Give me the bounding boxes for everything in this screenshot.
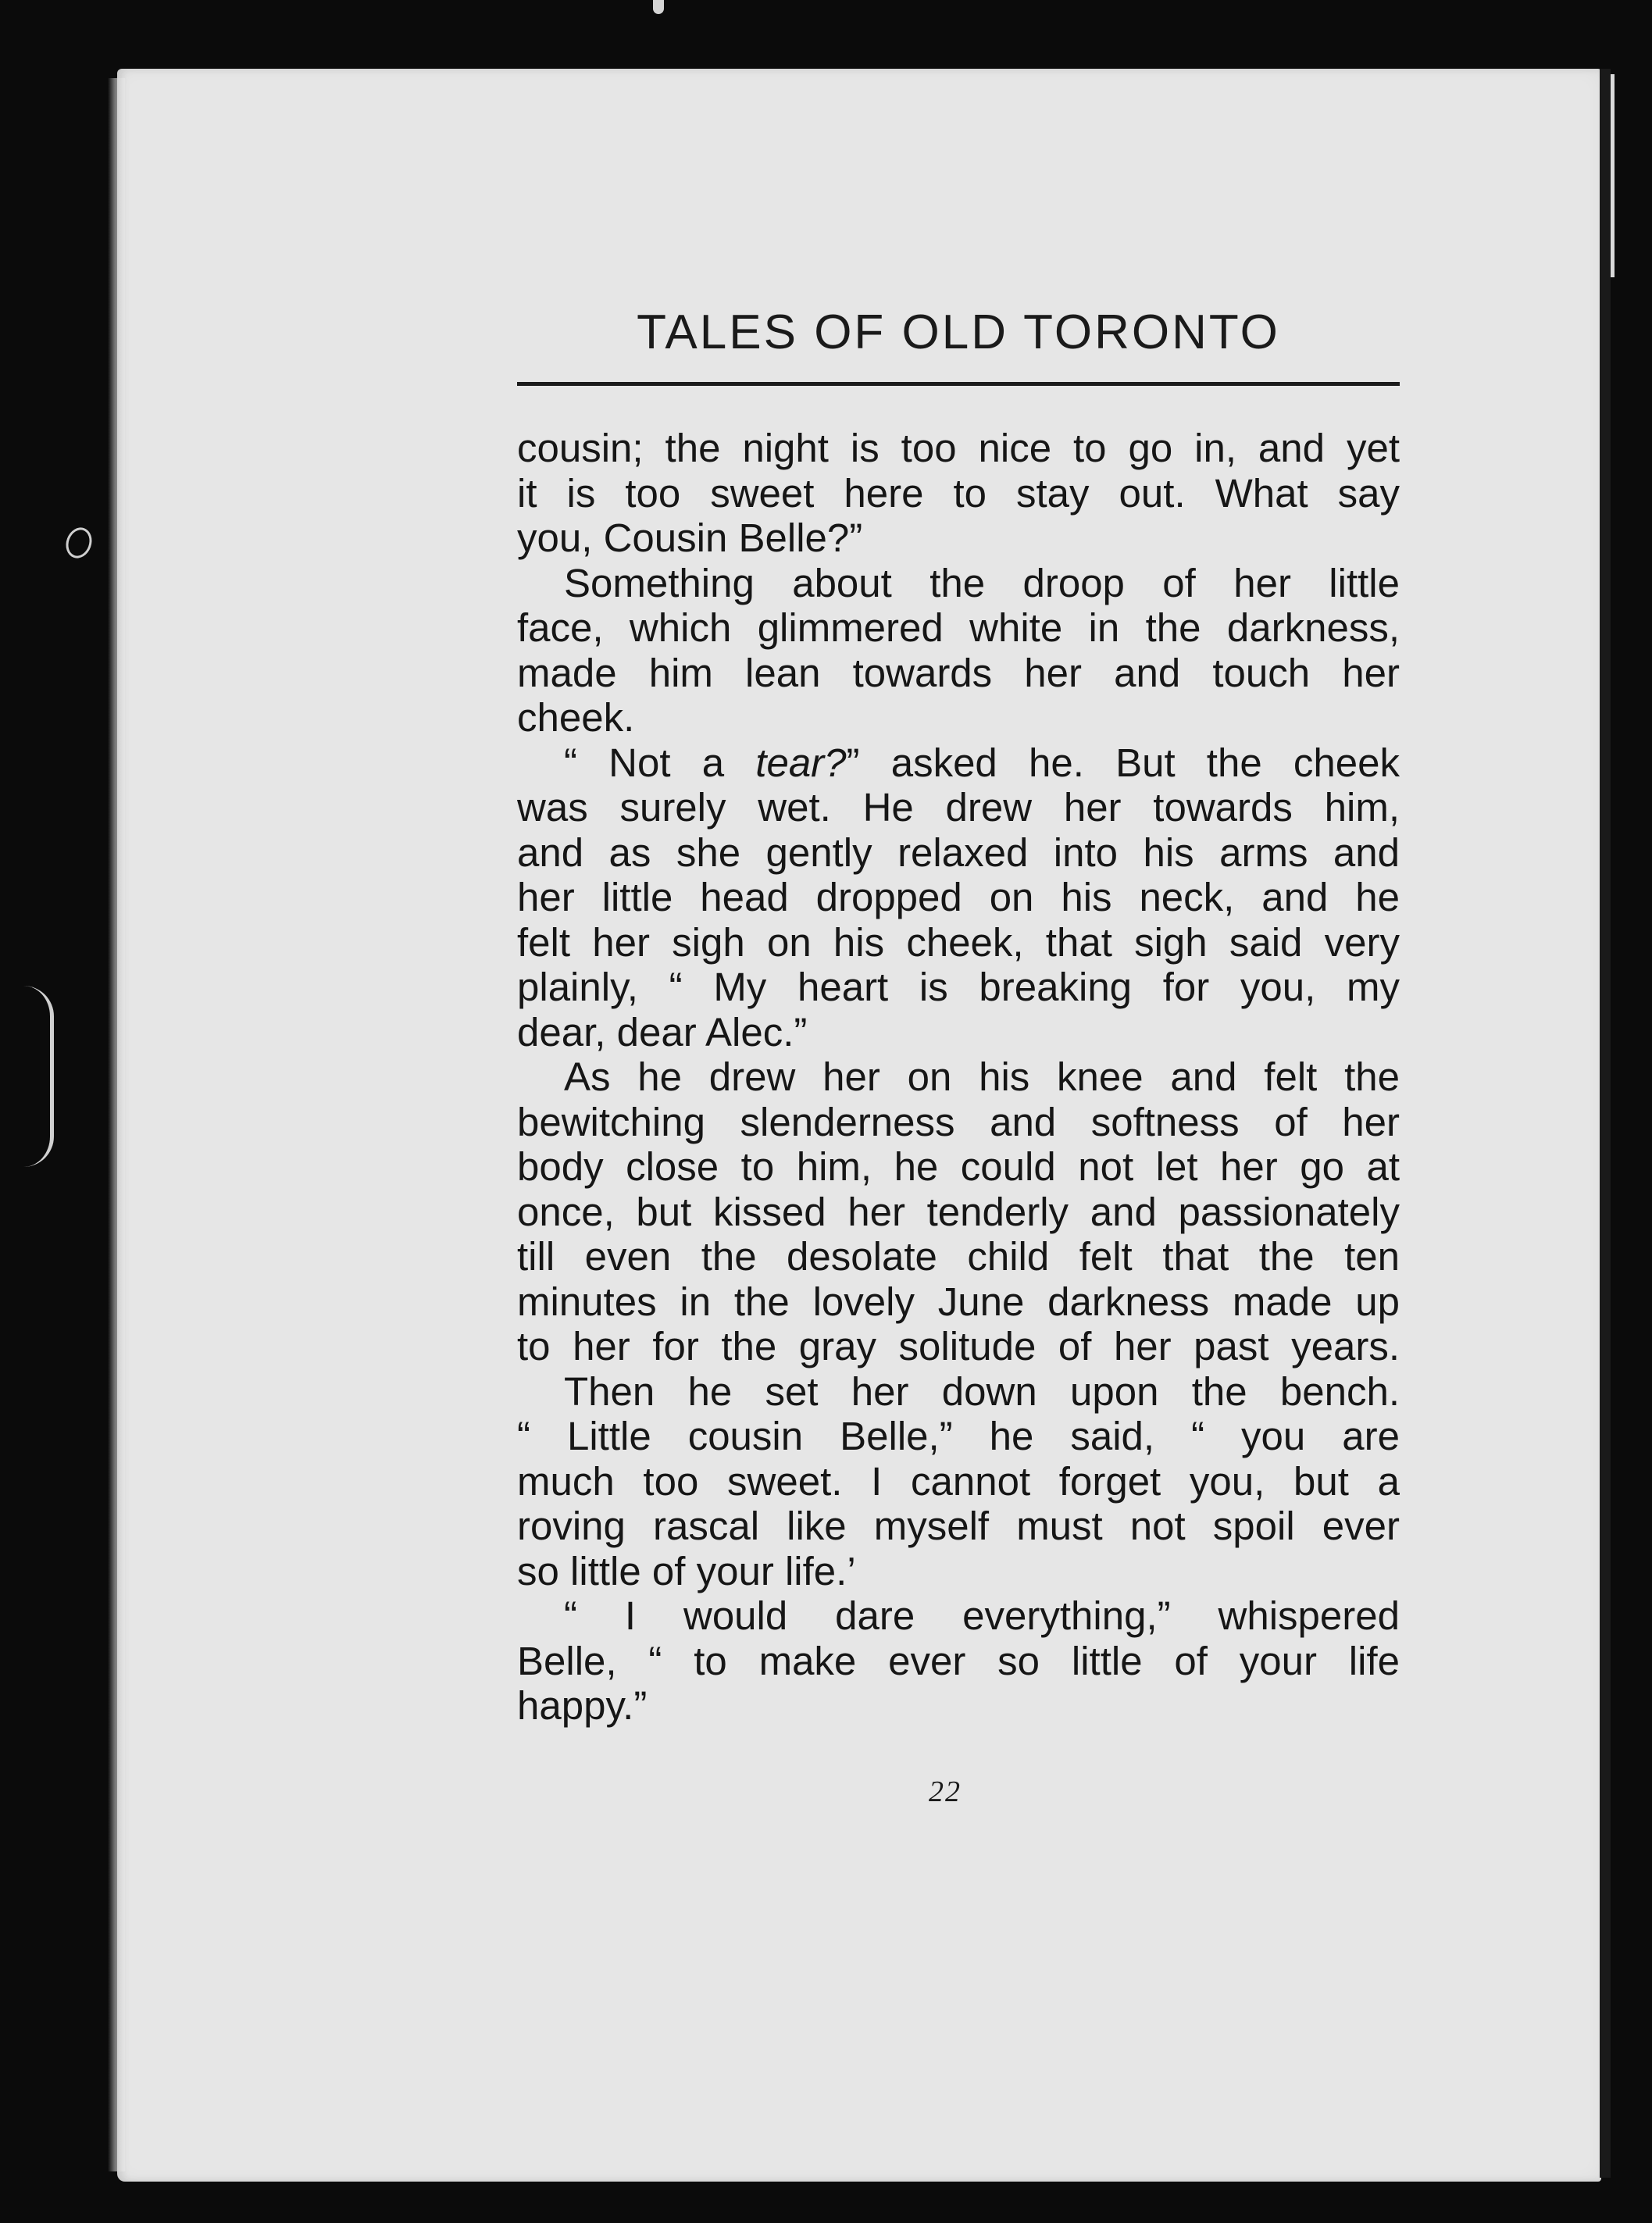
running-head: TALES OF OLD TORONTO — [637, 305, 1280, 359]
text-run: “ Not a — [564, 740, 756, 785]
header-rule — [517, 382, 1400, 386]
text-line: you, Cousin Belle?” — [517, 516, 863, 560]
text-line: so little of your life.’ — [517, 1548, 856, 1593]
text-line: “ I would dare everything,” whispered — [564, 1593, 1400, 1638]
page-gutter — [1600, 69, 1611, 2178]
text-line: Something about the droop of her little — [564, 560, 1400, 605]
text-line: bewitching slenderness and softness of her — [517, 1099, 1400, 1144]
page-number: 22 — [929, 1775, 962, 1808]
body-text — [517, 426, 1400, 1729]
text-line: her little head dropped on his neck, and he — [517, 875, 1400, 919]
text-line: much too sweet. I cannot forget you, but a — [517, 1458, 1400, 1504]
text-line: Belle, “ to make ever so little of your life — [517, 1638, 1400, 1683]
scan-artifact-curl — [23, 986, 54, 1167]
text-line: dear, dear Alec.” — [517, 1009, 808, 1054]
text-line: once, but kissed her tenderly and passionately — [517, 1189, 1400, 1234]
text-run: ” asked he. But the cheek — [846, 740, 1400, 785]
text-line: body close to him, he could not let her go at — [517, 1144, 1400, 1189]
text-line — [517, 740, 1400, 786]
text-line: till even the desolate child felt that the ten — [517, 1234, 1400, 1279]
text-line: cousin; the night is too nice to go in, and yet — [517, 426, 1400, 470]
text-line: plainly, “ My heart is breaking for you, my — [517, 965, 1400, 1009]
text-line: to her for the gray solitude of her past years. — [517, 1324, 1400, 1368]
text-line: it is too sweet here to stay out. What say — [517, 470, 1400, 516]
text-line: and as she gently relaxed into his arms and — [517, 830, 1400, 875]
page-left-edge — [108, 78, 125, 2171]
text-line: happy.” — [517, 1683, 648, 1728]
text-line: felt her sigh on his cheek, that sigh said very — [517, 919, 1400, 965]
text-line: face, which glimmered white in the darkness, — [517, 605, 1400, 650]
text-line: made him lean towards her and touch her — [517, 650, 1400, 695]
text-line: As he drew her on his knee and felt the — [564, 1054, 1400, 1099]
italic-word: tear? — [755, 740, 847, 785]
binding-clip-mark — [653, 0, 664, 14]
text-line: Then he set her down upon the bench. — [564, 1368, 1400, 1414]
text-line: “ Little cousin Belle,” he said, “ you are — [517, 1414, 1400, 1458]
text-line: roving rascal like myself must not spoil ever — [517, 1504, 1400, 1548]
text-line: minutes in the lovely June darkness made up — [517, 1279, 1400, 1324]
text-line: was surely wet. He drew her towards him, — [517, 785, 1400, 830]
spine-highlight — [1611, 74, 1615, 277]
text-line: cheek. — [517, 695, 635, 740]
